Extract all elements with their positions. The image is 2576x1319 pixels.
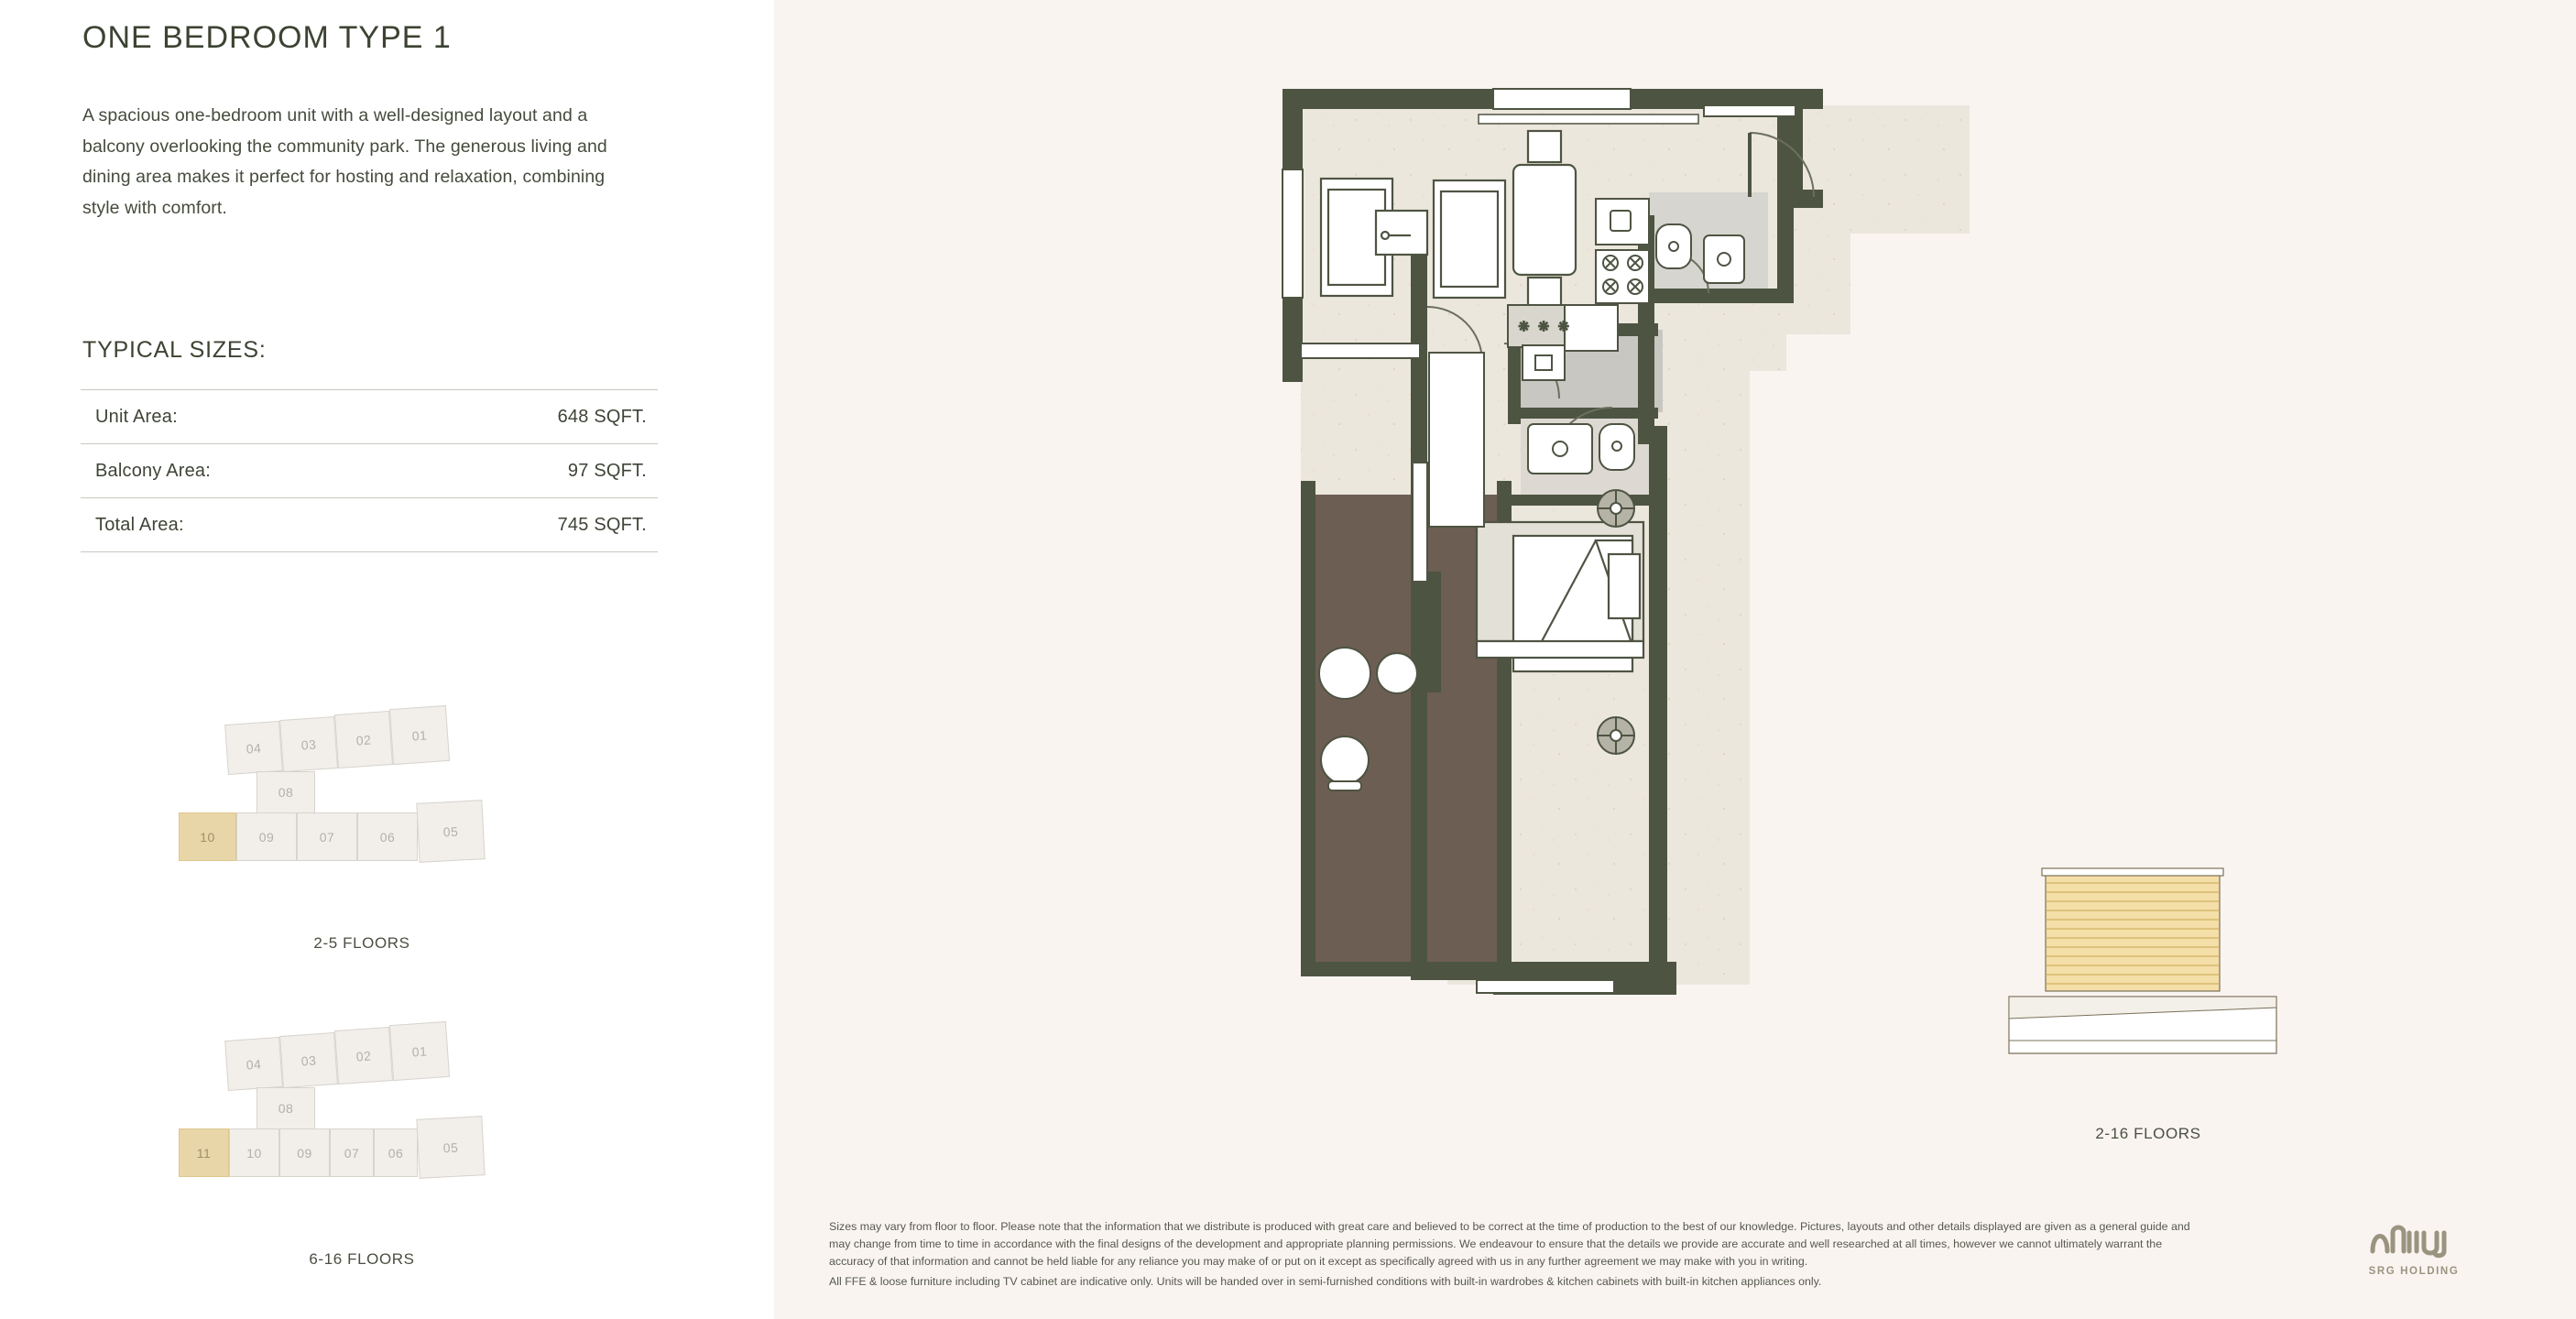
key-plan-canvas xyxy=(179,1017,545,1246)
size-value: 648 SQFT. xyxy=(557,407,647,427)
furniture-bathroom-2 xyxy=(1528,424,1634,474)
key-plan-unit-07[interactable]: 07 xyxy=(330,1128,374,1177)
size-label: Balcony Area: xyxy=(95,461,212,481)
furniture-utility xyxy=(1523,345,1565,380)
typical-sizes-heading: TYPICAL SIZES: xyxy=(82,337,267,363)
size-value: 745 SQFT. xyxy=(557,515,647,535)
page-title: ONE BEDROOM TYPE 1 xyxy=(82,20,452,55)
massing-caption: 2-16 FLOORS xyxy=(2095,1125,2201,1142)
info-panel xyxy=(0,0,774,1319)
disclaimer-note: All FFE & loose furniture including TV cabinet are indicative only. Units will be handed over in semi-furnished conditions with built-in wardrobes & kitchen cabinets with built-in kitchen appliances only. xyxy=(829,1274,1822,1288)
key-plan-unit-07[interactable]: 07 xyxy=(297,812,357,861)
key-plan-unit-08[interactable]: 08 xyxy=(257,771,315,813)
unit-description: A spacious one-bedroom unit with a well-designed layout and a balcony overlooking the community park. The generous living and dining area makes it perfect for hosting and relaxation, combining style with comfort. xyxy=(82,105,607,218)
srg-logo-icon xyxy=(2363,1220,2464,1260)
brand-logo xyxy=(2322,1220,2505,1277)
key-plan-unit-05[interactable]: 05 xyxy=(416,800,485,863)
key-plan-unit-08[interactable]: 08 xyxy=(257,1087,315,1129)
key-plan-unit-10-highlighted[interactable]: 10 xyxy=(179,812,236,861)
key-plan-unit-02[interactable]: 02 xyxy=(334,711,393,769)
table-row xyxy=(81,497,658,552)
typical-sizes-table xyxy=(81,389,658,552)
furniture-bedroom xyxy=(1477,522,1643,671)
table-row xyxy=(81,443,658,497)
key-plan-unit-04[interactable]: 04 xyxy=(224,721,283,775)
key-plan-floors-2-5 xyxy=(179,701,563,952)
disclaimer-text xyxy=(829,1218,2203,1291)
logo-wordmark: SRG HOLDING xyxy=(2368,1266,2460,1277)
size-label: Total Area: xyxy=(95,515,184,535)
key-plan-unit-01[interactable]: 01 xyxy=(389,1021,450,1081)
key-plan-unit-03[interactable]: 03 xyxy=(279,716,338,772)
key-plan-unit-09[interactable]: 09 xyxy=(236,812,297,861)
key-plan-unit-10[interactable]: 10 xyxy=(229,1128,279,1177)
key-plan-unit-05[interactable]: 05 xyxy=(416,1116,485,1179)
key-plan-unit-01[interactable]: 01 xyxy=(389,705,450,765)
floorplan-panel xyxy=(774,0,2576,1319)
building-massing-diagram xyxy=(2002,861,2295,1090)
svg-text:✳ ✳ ✳: ✳ ✳ ✳ xyxy=(1519,316,1569,335)
key-plan-unit-03[interactable]: 03 xyxy=(279,1032,338,1088)
size-label: Unit Area: xyxy=(95,407,178,427)
table-row xyxy=(81,389,658,443)
key-plan-canvas xyxy=(179,701,545,930)
key-plan-caption: 2-5 FLOORS xyxy=(313,934,410,952)
key-plan-unit-06[interactable]: 06 xyxy=(374,1128,418,1177)
key-plan-floors-6-16 xyxy=(179,1017,563,1268)
key-plan-caption: 6-16 FLOORS xyxy=(309,1250,415,1268)
size-value: 97 SQFT. xyxy=(567,461,647,481)
key-plan-unit-11-highlighted[interactable]: 11 xyxy=(179,1128,229,1177)
key-plan-unit-06[interactable]: 06 xyxy=(357,812,418,861)
key-plan-unit-09[interactable]: 09 xyxy=(279,1128,330,1177)
balcony-area xyxy=(1310,495,1502,962)
disclaimer-body: Sizes may vary from floor to floor. Please note that the information that we distribute is produced with great care and believed to be correct at the time of production to the best of our knowledge. Pictures, layouts and other details displayed are given as a general guide and may change from time to time in accordance with the final designs of the development and appropriate planning permissions. We endeavour to ensure that the details we provide are accurate and well researched at all times, however we cannot ultimately warrant the accuracy of that information and cannot be held liable for any reliance you may make of or put on it except as specifically agreed with us in any further agreement we may make with you in writing. xyxy=(829,1220,2190,1269)
entry-detail xyxy=(1704,105,1796,116)
key-plan-unit-04[interactable]: 04 xyxy=(224,1037,283,1091)
key-plan-unit-02[interactable]: 02 xyxy=(334,1027,393,1085)
